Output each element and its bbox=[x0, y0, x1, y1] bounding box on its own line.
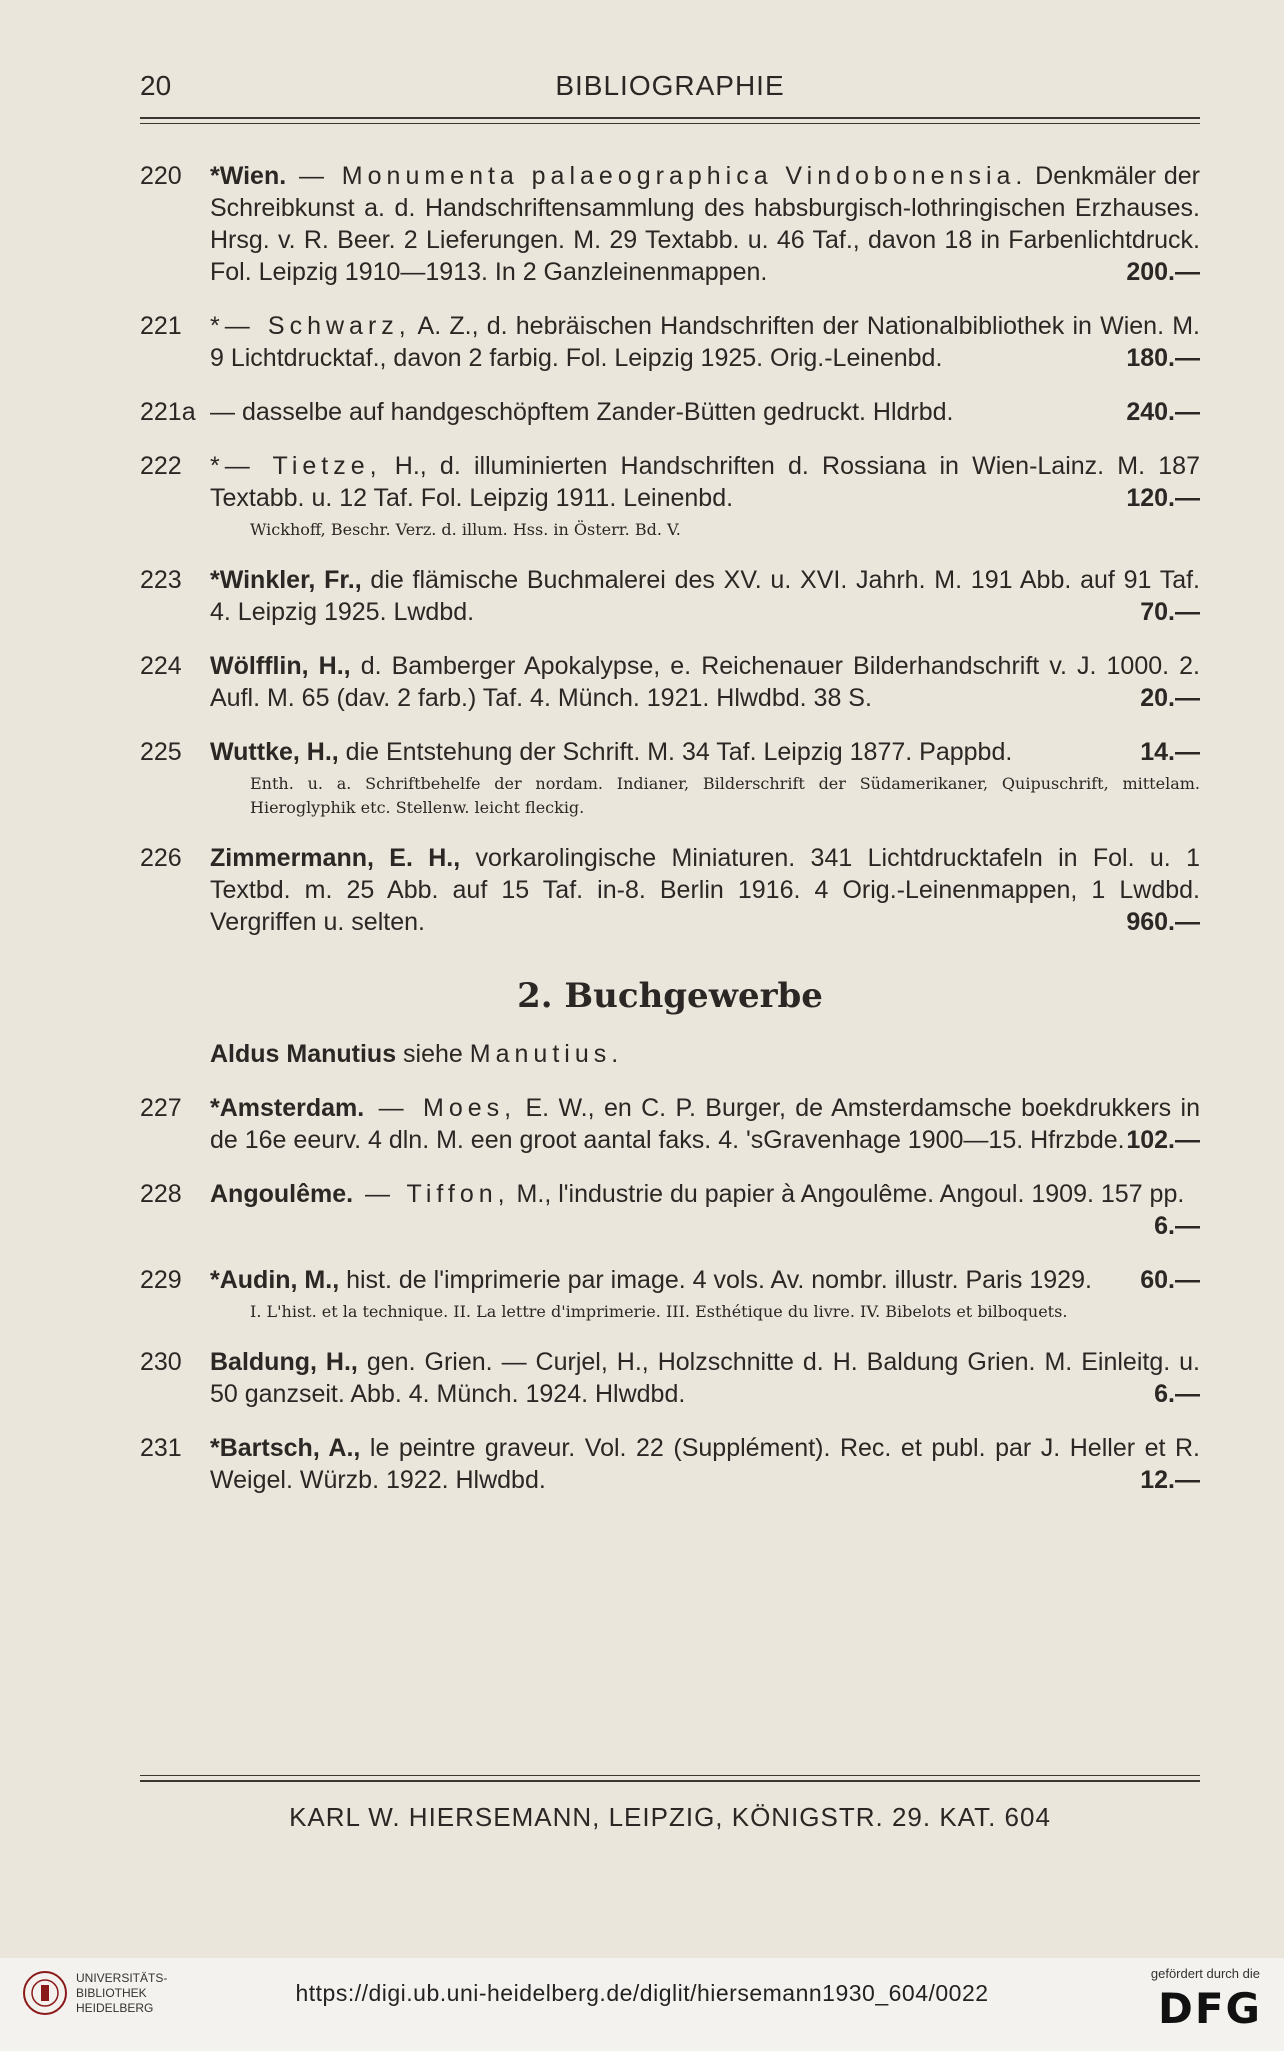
entry-number: 227 bbox=[140, 1094, 182, 1122]
viewer-footer-bar bbox=[0, 1958, 1284, 2051]
entry-heading: Angoulême. bbox=[210, 1180, 354, 1208]
catalog-entry bbox=[140, 736, 1200, 820]
publisher-footer: KARL W. HIERSEMANN, LEIPZIG, KÖNIGSTR. 29. KAT. 604 bbox=[289, 1802, 1051, 1832]
entry-text bbox=[210, 160, 1200, 288]
entry-description: die Entstehung der Schrift. M. 34 Taf. Leipzig 1877. Pappbd. bbox=[338, 738, 1013, 766]
page-number: 20 bbox=[140, 70, 172, 101]
entry-description: le peintre graveur. Vol. 22 (Supplément). Rec. et publ. par J. Heller et R. Weigel. Würzb. 1922. Hlwdbd. bbox=[210, 1434, 1201, 1494]
entry-number: 225 bbox=[140, 738, 182, 766]
entry-price: 120.— bbox=[1126, 484, 1200, 512]
entry-text bbox=[210, 842, 1200, 938]
entry-number: 230 bbox=[140, 1348, 182, 1376]
entry-number: 229 bbox=[140, 1266, 182, 1294]
entry-note: Wickhoff, Beschr. Verz. d. illum. Hss. in Österr. Bd. V. bbox=[250, 520, 681, 539]
entry-description: A. Z., d. hebräischen Handschriften der Nationalbibliothek in Wien. M. 9 Lichtdrucktaf., davon 2 farbig. Fol. Leipzig 1925. Orig.-Leinenbd. bbox=[210, 312, 1200, 372]
entry-text bbox=[210, 1092, 1200, 1156]
entry-heading: Zimmermann, E. H., bbox=[210, 844, 461, 872]
entry-text bbox=[210, 450, 1200, 542]
entry-description: hist. de l'imprimerie par image. 4 vols. Av. nombr. illustr. Paris 1929. bbox=[339, 1266, 1092, 1294]
entry-spaced-text: — Tiffon, bbox=[353, 1180, 510, 1208]
entry-list-a bbox=[140, 160, 1200, 938]
entry-number: 220 bbox=[140, 162, 182, 190]
entry-number: 221a bbox=[140, 398, 196, 426]
see-end: . bbox=[611, 1040, 619, 1068]
entry-heading: Wölfflin, H., bbox=[210, 652, 351, 680]
catalog-entry bbox=[140, 1346, 1200, 1410]
library-name-line: HEIDELBERG bbox=[76, 2001, 154, 2015]
entry-list-b bbox=[140, 1092, 1200, 1496]
entry-description: Denkmäler der Schreibkunst a. d. Handschriftensammlung des habsburgisch-lothringischen Erzhauses. Hrsg. v. R. Beer. 2 Lieferungen. M. 29 Textabb. u. 46 Taf., davon 18 in Farbenlichtdruck. Fol. Leipzig 1910—1913. In 2 Ganzleinenmappen. bbox=[210, 162, 1201, 286]
entry-heading: *Wien. bbox=[210, 162, 287, 190]
see-head: Aldus Manutius bbox=[210, 1040, 397, 1068]
entry-heading: *Bartsch, A., bbox=[210, 1434, 361, 1462]
entry-number: 221 bbox=[140, 312, 182, 340]
entry-spaced-text: — Monumenta palaeographica Vindobonensia. bbox=[286, 162, 1028, 190]
entry-description: — dasselbe auf handgeschöpftem Zander-Bütten gedruckt. Hldrbd. bbox=[210, 398, 954, 426]
bibliography-body bbox=[140, 160, 1200, 1518]
entry-price: 6.— bbox=[1154, 1380, 1200, 1408]
entry-note: Enth. u. a. Schriftbehelfe der nordam. Indianer, Bilderschrift der Südamerikaner, Quipuschrift, mittelam. Hieroglyphik etc. Stellenw. leicht fleckig. bbox=[250, 774, 1200, 817]
see-ref: Manutius bbox=[469, 1040, 612, 1068]
catalog-entry bbox=[140, 396, 1200, 428]
entry-heading: *Amsterdam. bbox=[210, 1094, 365, 1122]
entry-spaced-text: — Moes, bbox=[364, 1094, 517, 1122]
catalog-entry bbox=[140, 842, 1200, 938]
library-name-line: UNIVERSITÄTS- bbox=[76, 1971, 168, 1985]
entry-price: 960.— bbox=[1126, 908, 1200, 936]
entry-text bbox=[210, 1264, 1200, 1324]
entry-price: 200.— bbox=[1126, 258, 1200, 286]
entry-spaced-text: *— Tietze, bbox=[210, 452, 382, 480]
entry-description: M., l'industrie du papier à Angoulême. Angoul. 1909. 157 pp. bbox=[509, 1180, 1185, 1208]
section-title: 2. Buchgewerbe bbox=[517, 976, 823, 1016]
entry-spaced-text: *— Schwarz, bbox=[210, 312, 411, 340]
catalog-entry bbox=[140, 564, 1200, 628]
entry-price: 240.— bbox=[1126, 398, 1200, 426]
entry-text bbox=[210, 650, 1200, 714]
see-reference bbox=[210, 1038, 1200, 1070]
dfg-logo: DFG bbox=[1157, 1984, 1262, 2033]
entry-number: 226 bbox=[140, 844, 182, 872]
funding-note: gefördert durch die bbox=[1150, 1966, 1260, 1981]
header-rule-thin bbox=[140, 123, 1200, 124]
entry-price: 60.— bbox=[1140, 1266, 1200, 1294]
catalog-entry bbox=[140, 650, 1200, 714]
entry-number: 224 bbox=[140, 652, 182, 680]
entry-text bbox=[210, 1178, 1200, 1242]
catalog-entry bbox=[140, 1264, 1200, 1324]
entry-price: 102.— bbox=[1126, 1126, 1200, 1154]
catalog-entry bbox=[140, 450, 1200, 542]
catalog-entry bbox=[140, 160, 1200, 288]
entry-description: die flämische Buchmalerei des XV. u. XVI. Jahrh. M. 191 Abb. auf 91 Taf. 4. Leipzig 1925. Lwdbd. bbox=[210, 566, 1200, 626]
entry-price: 14.— bbox=[1140, 738, 1200, 766]
running-title: BIBLIOGRAPHIE bbox=[555, 70, 785, 101]
entry-description: vorkarolingische Miniaturen. 341 Lichtdrucktafeln in Fol. u. 1 Textbd. m. 25 Abb. auf 15 Taf. in-8. Berlin 1916. 4 Orig.-Leinenmappen, 1 Lwdbd. Vergriffen u. selten. bbox=[210, 844, 1200, 936]
entry-text bbox=[210, 396, 1200, 428]
entry-text bbox=[210, 564, 1200, 628]
entry-number: 222 bbox=[140, 452, 182, 480]
entry-price: 180.— bbox=[1126, 344, 1200, 372]
entry-number: 231 bbox=[140, 1434, 182, 1462]
entry-text bbox=[210, 1432, 1200, 1496]
header-rule bbox=[140, 117, 1200, 119]
entry-description: gen. Grien. — Curjel, H., Holzschnitte d. H. Baldung Grien. M. Einleitg. u. 50 ganzseit. Abb. 4. Münch. 1924. Hlwdbd. bbox=[210, 1348, 1201, 1408]
entry-price: 20.— bbox=[1140, 684, 1200, 712]
entry-note: I. L'hist. et la technique. II. La lettre d'imprimerie. III. Esthétique du livre. IV. Bibelots et bilboquets. bbox=[250, 1302, 1068, 1321]
entry-price: 12.— bbox=[1140, 1466, 1200, 1494]
permalink-url[interactable]: https://digi.ub.uni-heidelberg.de/diglit/hiersemann1930_604/0022 bbox=[295, 1980, 989, 2006]
running-header bbox=[140, 70, 1200, 110]
entry-price: 70.— bbox=[1140, 598, 1200, 626]
entry-number: 228 bbox=[140, 1180, 182, 1208]
catalog-entry bbox=[140, 1432, 1200, 1496]
entry-description: E. W., en C. P. Burger, de Amsterdamsche boekdrukkers in de 16e eeurv. 4 dln. M. een groot aantal faks. 4. 'sGravenhage 1900—15. Hfrzbde. bbox=[210, 1094, 1200, 1154]
entry-number: 223 bbox=[140, 566, 182, 594]
entry-text bbox=[210, 1346, 1200, 1410]
catalog-entry bbox=[140, 1092, 1200, 1156]
entry-heading: *Winkler, Fr., bbox=[210, 566, 362, 594]
entry-heading: *Audin, M., bbox=[210, 1266, 340, 1294]
catalog-entry bbox=[140, 310, 1200, 374]
entry-heading: Baldung, H., bbox=[210, 1348, 358, 1376]
catalog-entry bbox=[140, 1178, 1200, 1242]
library-name-line: BIBLIOTHEK bbox=[76, 1986, 147, 2000]
see-mid: siehe bbox=[396, 1040, 470, 1068]
entry-description: d. Bamberger Apokalypse, e. Reichenauer Bilderhandschrift v. J. 1000. 2. Aufl. M. 65 (dav. 2 farb.) Taf. 4. Münch. 1921. Hlwdbd. 38 S. bbox=[210, 652, 1200, 712]
entry-price: 6.— bbox=[1154, 1212, 1200, 1240]
entry-text bbox=[210, 736, 1200, 820]
entry-heading: Wuttke, H., bbox=[210, 738, 339, 766]
entry-description: H., d. illuminierten Handschriften d. Rossiana in Wien-Lainz. M. 187 Textabb. u. 12 Taf. Fol. Leipzig 1911. Leinenbd. bbox=[210, 452, 1200, 512]
entry-text bbox=[210, 310, 1200, 374]
